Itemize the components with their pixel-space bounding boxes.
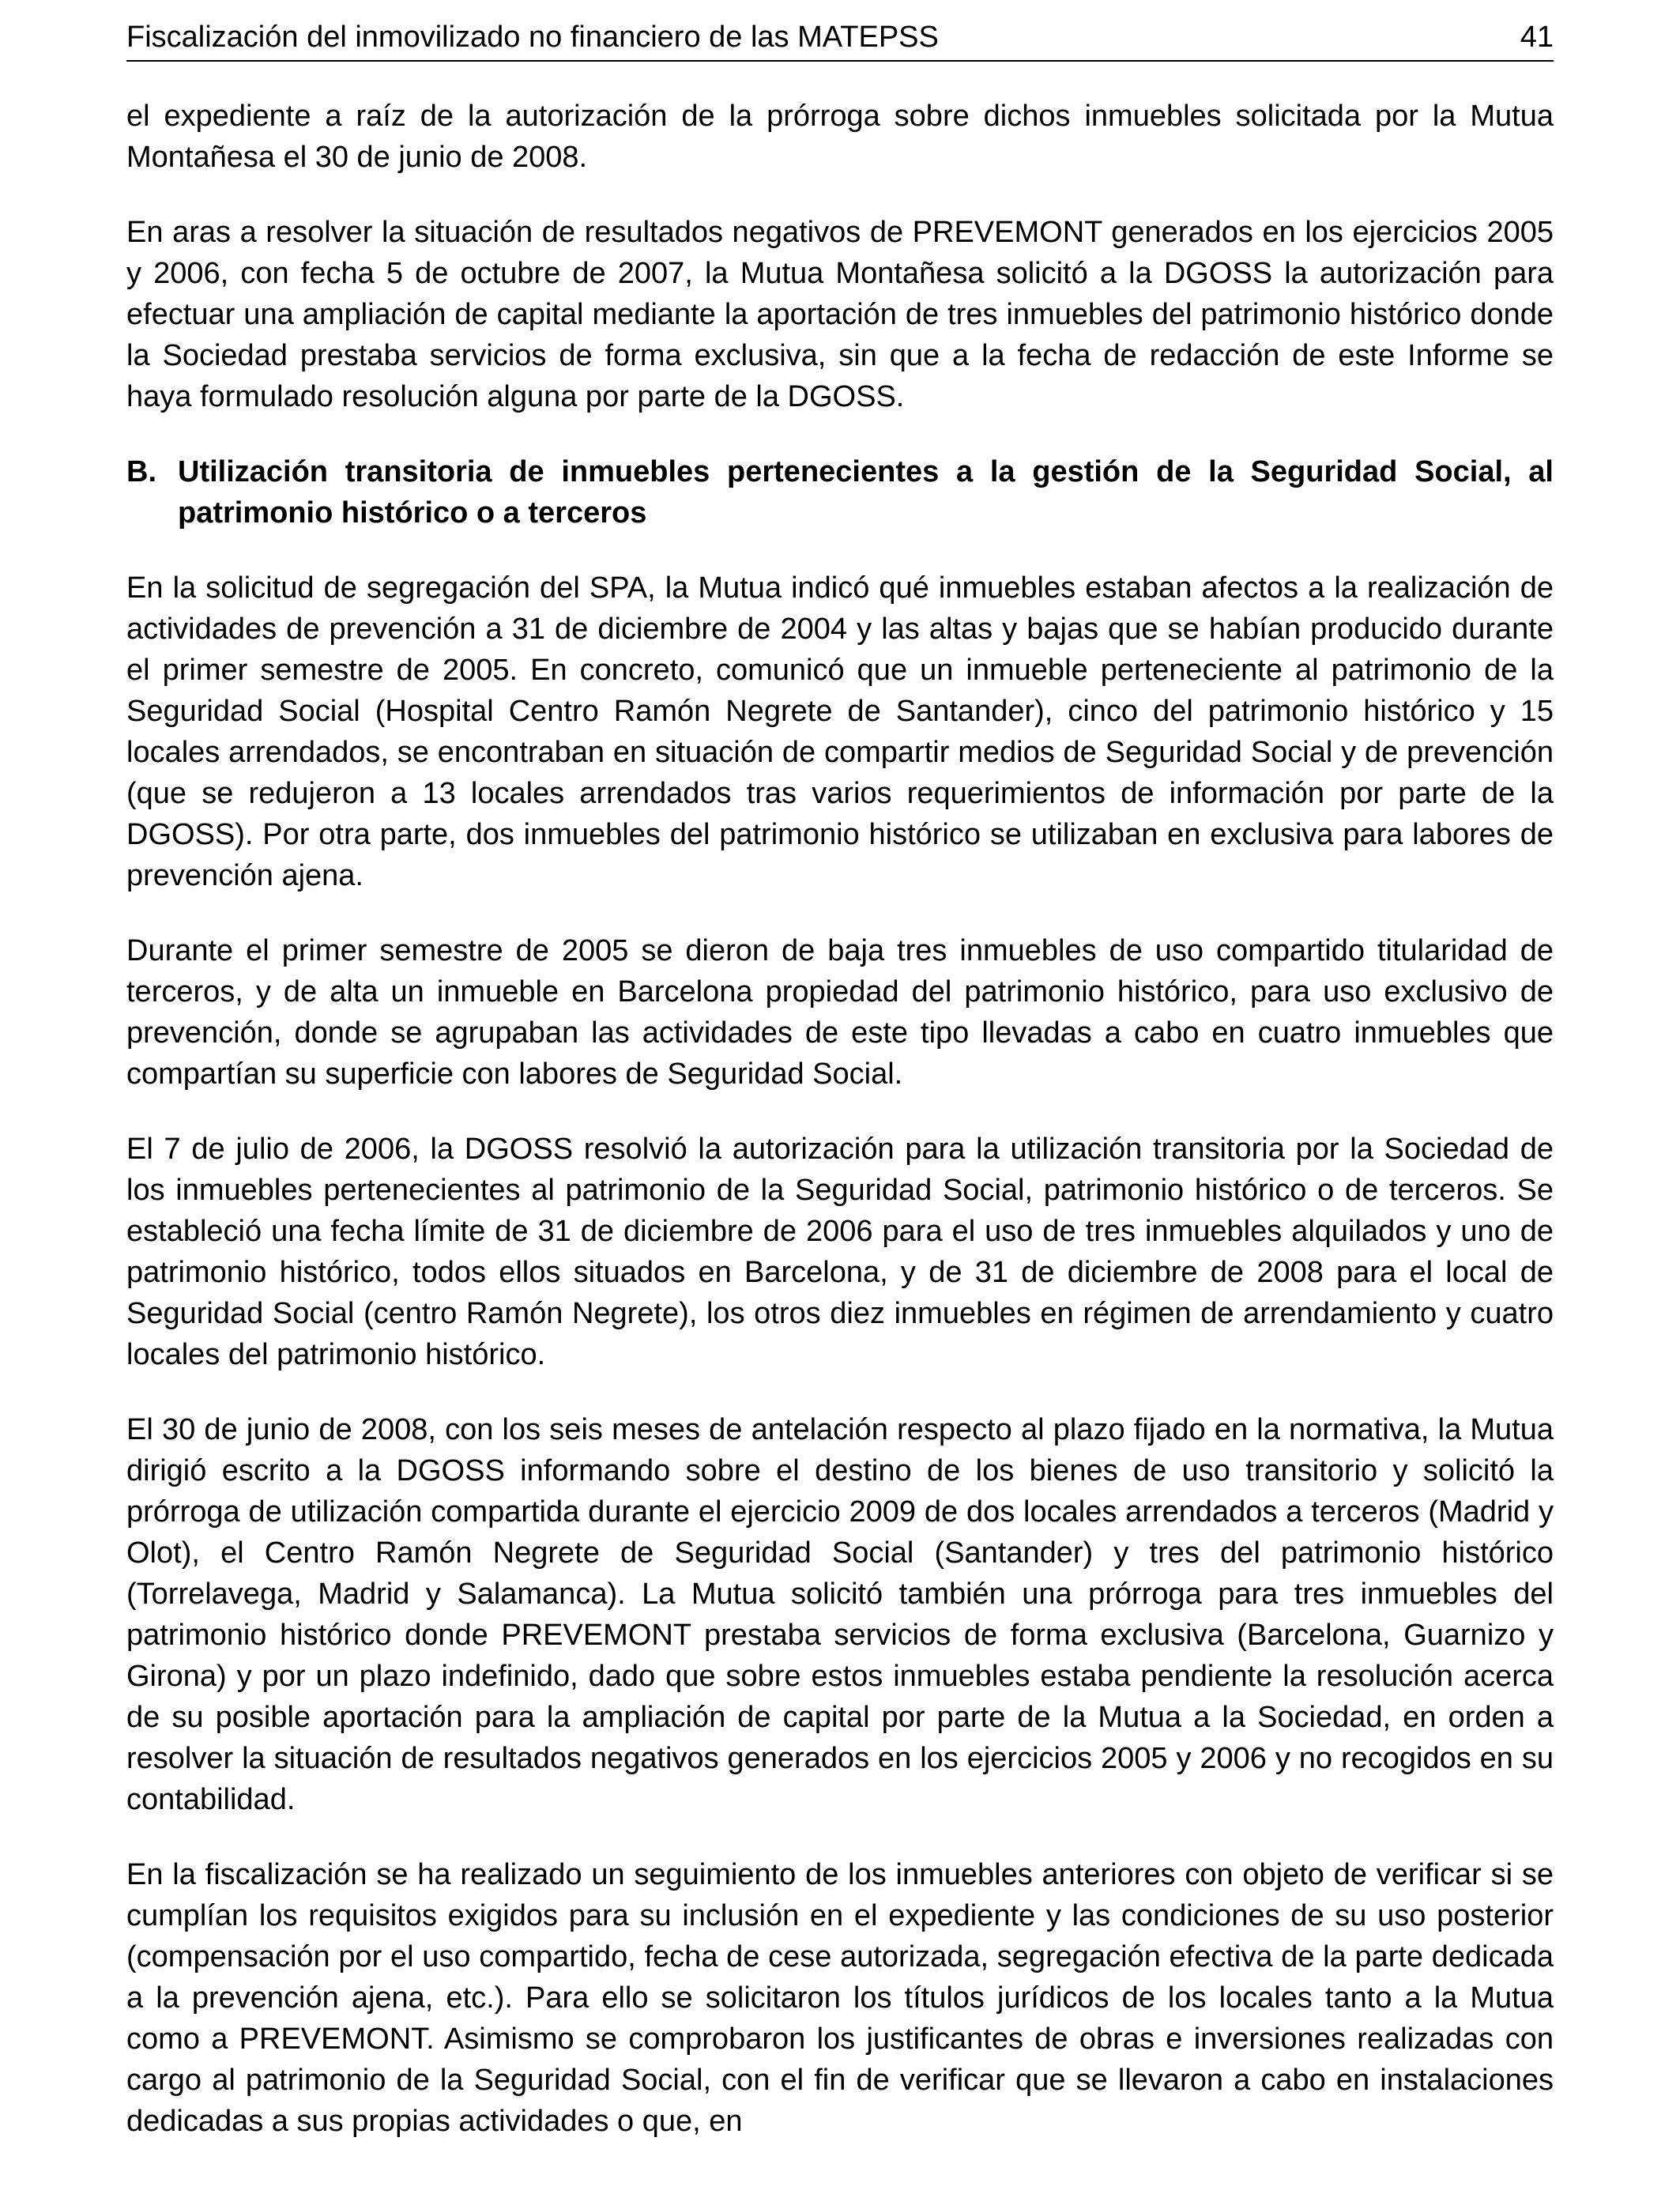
paragraph: En la solicitud de segregación del SPA, la Mutua indicó qué inmuebles estaban afectos a la realización de actividades de prevención a 31 de diciembre de 2004 y las altas y bajas que se habían producido durante el primer semestre de 2005. En concreto, comunicó que un inmueble perteneciente al patrimonio de la Seguridad Social (Hospital Centro Ramón Negrete de Santander), cinco del patrimonio histórico y 15 locales arrendados, se encontraban en situación de compartir medios de Seguridad Social y de prevención (que se redujeron a 13 locales arrendados tras varios requerimientos de información por parte de la DGOSS). Por otra parte, dos inmuebles del patrimonio histórico se utilizaban en exclusiva para labores de prevención ajena. bbox=[126, 571, 1554, 892]
paragraph: El 30 de junio de 2008, con los seis meses de antelación respecto al plazo fijado en la normativa, la Mutua dirigió escrito a la DGOSS informando sobre el destino de los bienes de uso transitorio y solicitó la prórroga de utilización compartida durante el ejercicio 2009 de dos locales arrendados a terceros (Madrid y Olot), el Centro Ramón Negrete de Seguridad Social (Santander) y tres del patrimonio histórico (Torrelavega, Madrid y Salamanca). La Mutua solicitó también una prórroga para tres inmuebles del patrimonio histórico donde PREVEMONT prestaba servicios de forma exclusiva (Barcelona, Guarnizo y Girona) y por un plazo indefinido, dado que sobre estos inmuebles estaba pendiente la resolución acerca de su posible aportación para la ampliación de capital por parte de la Mutua a la Sociedad, en orden a resolver la situación de resultados negativos generados en los ejercicios 2005 y 2006 y no recogidos en su contabilidad. bbox=[126, 1413, 1554, 1816]
paragraph: En aras a resolver la situación de resultados negativos de PREVEMONT generados en los ejercicios 2005 y 2006, con fecha 5 de octubre de 2007, la Mutua Montañesa solicitó a la DGOSS la autorización para efectuar una ampliación de capital mediante la aportación de tres inmuebles del patrimonio histórico donde la Sociedad prestaba servicios de forma exclusiva, sin que a la fecha de redacción de este Informe se haya formulado resolución alguna por parte de la DGOSS. bbox=[126, 216, 1554, 413]
page-number: 41 bbox=[1520, 21, 1554, 54]
section-heading-b bbox=[126, 451, 1554, 533]
body-text bbox=[126, 96, 1554, 2176]
paragraph: En la fiscalización se ha realizado un seguimiento de los inmuebles anteriores con objeto de verificar si se cumplían los requisitos exigidos para su inclusión en el expediente y las condiciones de su uso posterior (compensación por el uso compartido, fecha de cese autorizada, segregación efectiva de la parte dedicada a la prevención ajena, etc.). Para ello se solicitaron los títulos jurídicos de los locales tanto a la Mutua como a PREVEMONT. Asimismo se comprobaron los justificantes de obras e inversiones realizadas con cargo al patrimonio de la Seguridad Social, con el fin de verificar que se llevaron a cabo en instalaciones dedicadas a sus propias actividades o que, en bbox=[126, 1858, 1554, 2138]
section-title: Utilización transitoria de inmuebles pertenecientes a la gestión de la Seguridad Social, al patrimonio histórico o a terceros bbox=[178, 455, 1554, 530]
paragraph: Durante el primer semestre de 2005 se dieron de baja tres inmuebles de uso compartido titularidad de terceros, y de alta un inmueble en Barcelona propiedad del patrimonio histórico, para uso exclusivo de prevención, donde se agrupaban las actividades de este tipo llevadas a cabo en cuatro inmuebles que compartían su superficie con labores de Seguridad Social. bbox=[126, 934, 1554, 1091]
header-title: Fiscalización del inmovilizado no financiero de las MATEPSS bbox=[126, 21, 939, 54]
paragraph: el expediente a raíz de la autorización de la prórroga sobre dichos inmuebles solicitada por la Mutua Montañesa el 30 de junio de 2008. bbox=[126, 100, 1554, 174]
section-letter: B. bbox=[126, 455, 156, 488]
page-header bbox=[126, 14, 1554, 62]
paragraph: El 7 de julio de 2006, la DGOSS resolvió la autorización para la utilización transitoria por la Sociedad de los inmuebles pertenecientes al patrimonio de la Seguridad Social, patrimonio histórico o de terceros. Se estableció una fecha límite de 31 de diciembre de 2006 para el uso de tres inmuebles alquilados y uno de patrimonio histórico, todos ellos situados en Barcelona, y de 31 de diciembre de 2008 para el local de Seguridad Social (centro Ramón Negrete), los otros diez inmuebles en régimen de arrendamiento y cuatro locales del patrimonio histórico. bbox=[126, 1133, 1554, 1371]
